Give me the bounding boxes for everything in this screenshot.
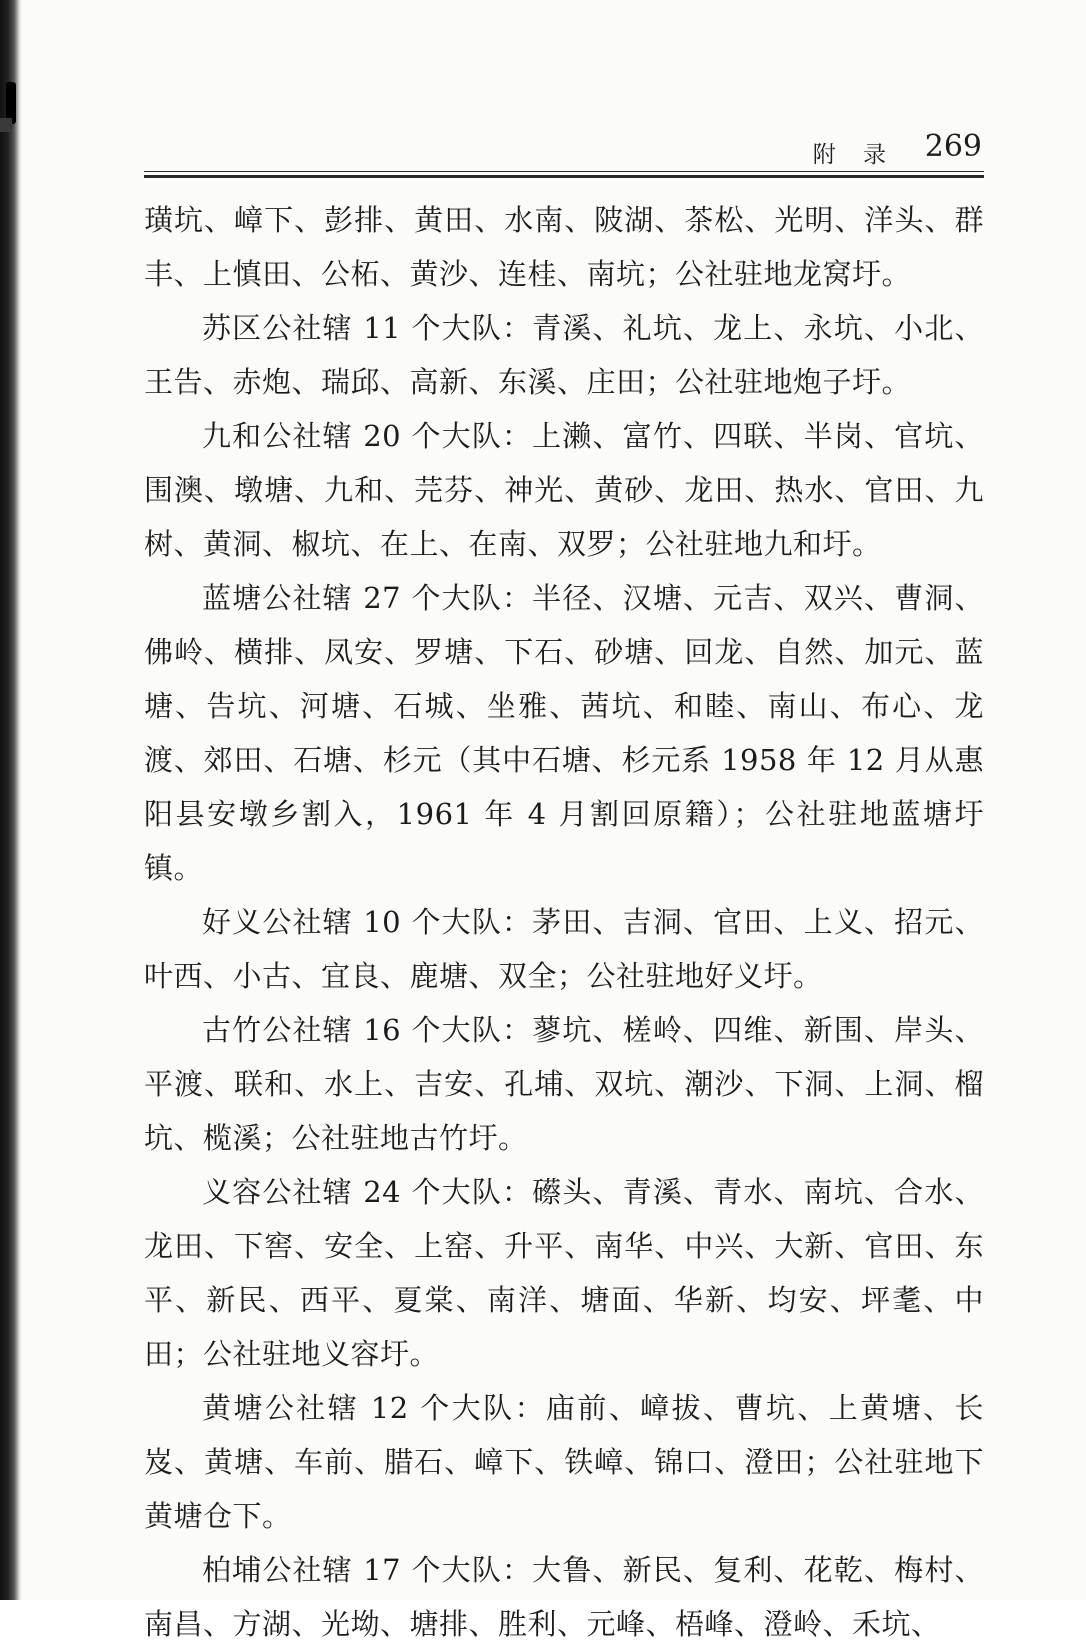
paragraph-haoyi-commune: 好义公社辖 10 个大队：茅田、吉洞、官田、上义、招元、叶西、小古、宜良、鹿塘、双全；公社驻地好义圩。 bbox=[144, 905, 984, 993]
paragraph-guzhu-commune: 古竹公社辖 16 个大队：蓼坑、槎岭、四维、新围、岸头、平渡、联和、水上、吉安、孔埔、双坑、潮沙、下洞、上洞、榴坑、榄溪；公社驻地古竹圩。 bbox=[144, 1013, 984, 1155]
paragraph-continued: 璜坑、嶂下、彭排、黄田、水南、陂湖、茶松、光明、洋头、群丰、上慎田、公柘、黄沙、连桂、南坑；公社驻地龙窝圩。 bbox=[144, 203, 984, 291]
running-head: 附 录 bbox=[812, 142, 896, 168]
paragraph-suqu-commune: 苏区公社辖 11 个大队：青溪、礼坑、龙上、永坑、小北、王告、赤炮、瑞邱、高新、东溪、庄田；公社驻地炮子圩。 bbox=[144, 311, 984, 399]
page-header bbox=[144, 128, 984, 168]
paragraph-jiuhe-commune: 九和公社辖 20 个大队：上濑、富竹、四联、半岗、官坑、围澳、墩塘、九和、芫芬、神光、黄砂、龙田、热水、官田、九树、黄洞、椒坑、在上、在南、双罗；公社驻地九和圩。 bbox=[144, 419, 984, 561]
paragraph-lantang-commune: 蓝塘公社辖 27 个大队：半径、汉塘、元吉、双兴、曹洞、佛岭、横排、凤安、罗塘、下石、砂塘、回龙、自然、加元、蓝塘、告坑、河塘、石城、坐雅、茜坑、和睦、南山、布心、龙渡、郊田、石塘、杉元（其中石塘、杉元系 1958 年 12 月从惠阳县安墩乡割入，1961 年 4 月割回原籍）；公社驻地蓝塘圩镇。 bbox=[144, 581, 984, 885]
header-rule-thick bbox=[144, 175, 984, 178]
paragraph-huangtang-commune: 黄塘公社辖 12 个大队：庙前、嶂拔、曹坑、上黄塘、长岌、黄塘、车前、腊石、嶂下、铁嶂、锦口、澄田；公社驻地下黄塘仓下。 bbox=[144, 1391, 984, 1533]
paragraph-yirong-commune: 义容公社辖 24 个大队：礤头、青溪、青水、南坑、合水、龙田、下窖、安全、上窑、升平、南华、中兴、大新、官田、东平、新民、西平、夏棠、南洋、塘面、华新、均安、坪耄、中田；公社驻地义容圩。 bbox=[144, 1175, 984, 1371]
paragraph-baipu-commune: 柏埔公社辖 17 个大队：大鲁、新民、复利、花乾、梅村、南昌、方湖、光坳、塘排、胜利、元峰、梧峰、澄岭、禾坑、 bbox=[144, 1553, 984, 1641]
scan-edge-mark bbox=[0, 118, 12, 132]
header-rule-thin bbox=[144, 171, 984, 172]
scan-binding-edge bbox=[0, 0, 22, 1600]
body-text bbox=[144, 193, 984, 1651]
page-number: 269 bbox=[924, 129, 982, 164]
